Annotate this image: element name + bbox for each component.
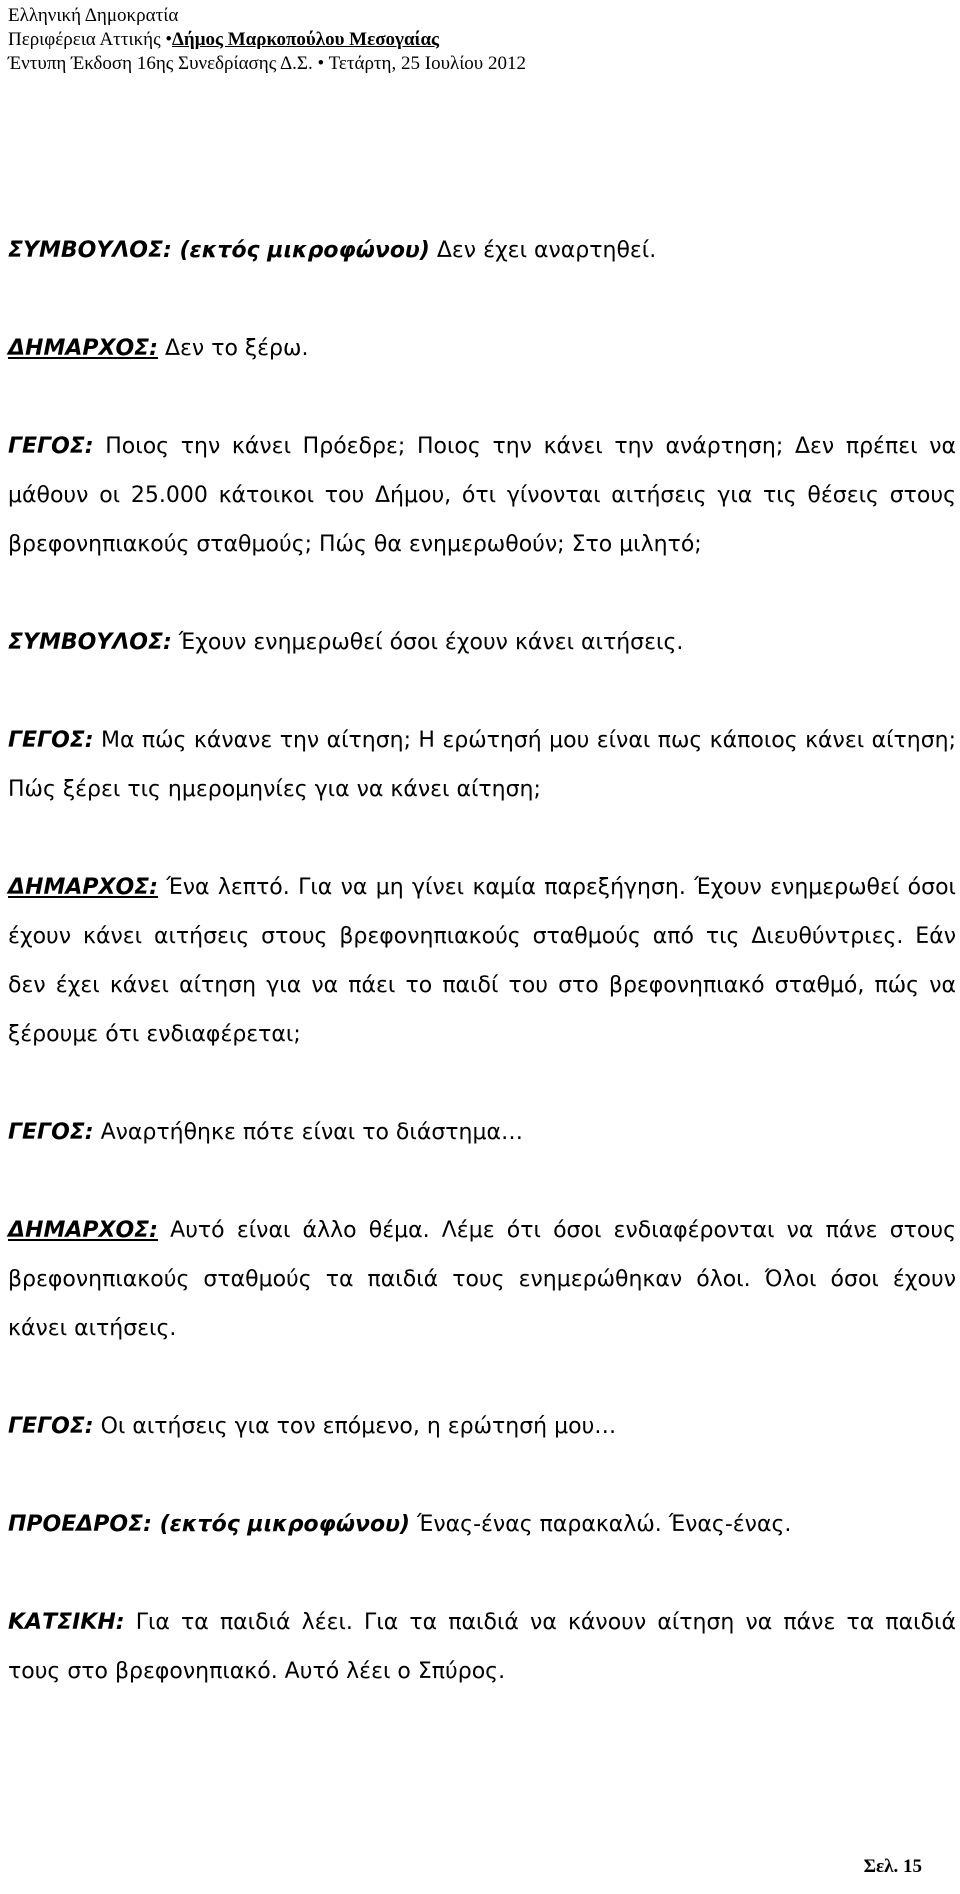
speaker-name: ΔΗΜΑΡΧΟΣ: <box>8 336 158 361</box>
transcript-paragraph <box>8 716 956 814</box>
speech-text: Για τα παιδιά λέει. Για τα παιδιά να κάνουν αίτηση να πάνε τα παιδιά τους στο βρεφονηπιακό. Αυτό λέει ο Σπύρος. <box>8 1610 956 1684</box>
speaker-name: ΔΗΜΑΡΧΟΣ: <box>8 1218 158 1243</box>
header-date: Τετάρτη, 25 Ιουλίου 2012 <box>328 53 526 74</box>
speech-text: Έχουν ενημερωθεί όσοι έχουν κάνει αιτήσεις. <box>171 630 684 655</box>
page-number: Σελ. 15 <box>863 1856 922 1877</box>
speech-text: Μα πώς κάνανε την αίτηση; Η ερώτησή μου είναι πως κάποιος κάνει αίτηση; Πώς ξέρει τις ημερομηνίες για να κάνει αίτηση; <box>8 728 956 802</box>
transcript-paragraph <box>8 1206 956 1353</box>
speaker-name: ΚΑΤΣΙΚΗ: <box>8 1610 125 1635</box>
speech-text: Δεν το ξέρω. <box>157 336 309 361</box>
speech-text: Αυτό είναι άλλο θέμα. Λέμε ότι όσοι ενδιαφέρονται να πάνε στους βρεφονηπιακούς σταθμούς τα παιδιά τους ενημερώθηκαν όλοι. Όλοι όσοι έχουν κάνει αιτήσεις. <box>8 1218 956 1341</box>
transcript-paragraph <box>8 863 956 1059</box>
transcript-paragraph <box>8 324 956 373</box>
transcript-paragraph <box>8 422 956 569</box>
speaker-name: ΣΥΜΒΟΥΛΟΣ: (εκτός μικροφώνου) <box>8 238 430 263</box>
speech-text: Οι αιτήσεις για τον επόμενο, η ερώτησή μου… <box>93 1414 617 1439</box>
transcript-body <box>8 226 956 1696</box>
speech-text: Ένας-ένας παρακαλώ. Ένας-ένας. <box>409 1512 792 1537</box>
header-region-line <box>8 28 526 52</box>
header-municipality: Δήμος Μαρκοπούλου Μεσογαίας <box>172 29 440 50</box>
transcript-paragraph <box>8 618 956 667</box>
bullet-icon: • <box>317 53 325 74</box>
speaker-name: ΓΕΓΟΣ: <box>8 1414 94 1439</box>
speech-text: Ένα λεπτό. Για να μη γίνει καμία παρεξήγηση. Έχουν ενημερωθεί όσοι έχουν κάνει αιτήσεις στους βρεφονηπιακούς σταθμούς από τις Διευθύντριες. Εάν δεν έχει κάνει αίτηση για να πάει το παιδί του στο βρεφονηπιακό σταθμό, πώς να ξέρουμε ότι ενδιαφέρεται; <box>8 875 956 1047</box>
header-edition: Έντυπη Έκδοση 16ης Συνεδρίασης Δ.Σ. <box>8 53 313 74</box>
speaker-name: ΓΕΓΟΣ: <box>8 434 94 459</box>
speaker-name: ΔΗΜΑΡΧΟΣ: <box>8 875 158 900</box>
transcript-paragraph <box>8 226 956 275</box>
speaker-name: ΓΕΓΟΣ: <box>8 728 94 753</box>
transcript-paragraph <box>8 1402 956 1451</box>
speaker-name: ΣΥΜΒΟΥΛΟΣ: <box>8 630 172 655</box>
bullet-icon: • <box>165 29 173 50</box>
header-country: Ελληνική Δημοκρατία <box>8 5 179 26</box>
document-header <box>8 4 526 76</box>
header-edition-line <box>8 52 526 76</box>
speech-text: Αναρτήθηκε πότε είναι το διάστημα… <box>93 1120 523 1145</box>
transcript-paragraph <box>8 1108 956 1157</box>
transcript-paragraph <box>8 1500 956 1549</box>
speech-text: Δεν έχει αναρτηθεί. <box>429 238 657 263</box>
transcript-paragraph <box>8 1598 956 1696</box>
speaker-name: ΓΕΓΟΣ: <box>8 1120 94 1145</box>
speaker-name: ΠΡΟΕΔΡΟΣ: (εκτός μικροφώνου) <box>8 1512 410 1537</box>
header-region: Περιφέρεια Αττικής <box>8 29 161 50</box>
speech-text: Ποιος την κάνει Πρόεδρε; Ποιος την κάνει την ανάρτηση; Δεν πρέπει να μάθουν οι 25.000 κάτοικοι του Δήμου, ότι γίνονται αιτήσεις για τις θέσεις στους βρεφονηπιακούς σταθμούς; Πώς θα ενημερωθούν; Στο μιλητό; <box>8 434 956 557</box>
